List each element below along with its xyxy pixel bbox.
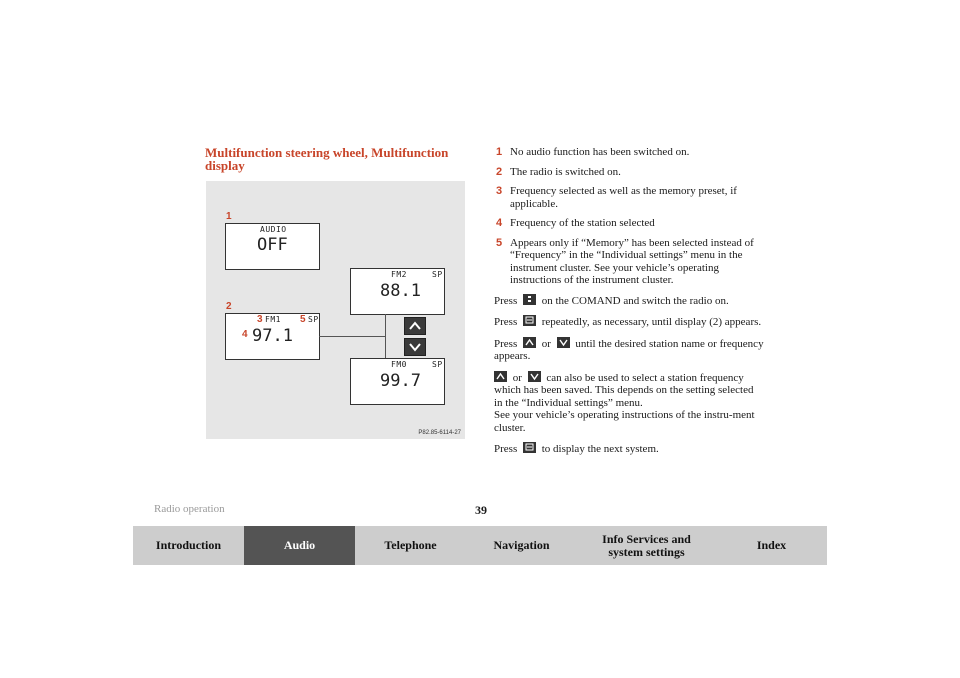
display-select-button-icon	[523, 315, 536, 326]
display-fm2-sp: SP	[432, 270, 443, 279]
instruction-text: Press	[494, 337, 518, 350]
section-footer: Radio operation	[154, 503, 225, 515]
instruction-paragraph	[494, 442, 764, 456]
display-audio-off	[225, 223, 320, 270]
connector-line	[319, 336, 385, 337]
radio-button-icon	[523, 294, 536, 305]
tab-introduction[interactable]: Introduction	[133, 526, 244, 565]
item-text: Frequency selected as well as the memory preset, if applicable.	[510, 185, 737, 210]
instruction-paragraph	[494, 294, 764, 308]
display-fm2	[350, 268, 445, 315]
item-text: No audio function has been switched on.	[510, 146, 690, 158]
up-button-icon	[494, 371, 507, 382]
down-button-icon	[557, 337, 570, 348]
display-fm1-label: FM1	[265, 315, 281, 324]
list-item	[494, 185, 764, 210]
instruction-paragraph	[494, 371, 764, 435]
display-fm1-value: 97.1	[252, 326, 293, 346]
display-fm1	[225, 313, 320, 360]
tab-info-services[interactable]: Info Services and system settings	[577, 526, 716, 565]
instruction-text: Press	[494, 443, 518, 455]
tab-index[interactable]: Index	[716, 526, 827, 565]
list-item	[494, 237, 764, 287]
instruction-text: repeatedly, as necessary, until display (2) appears.	[541, 316, 762, 328]
item-text: Frequency of the station selected	[510, 217, 655, 229]
display-audio-value: OFF	[257, 235, 288, 255]
page-number: 39	[475, 503, 487, 517]
list-item	[494, 217, 764, 230]
instruction-text: See your vehicle’s operating instructions of the instru-ment cluster.	[494, 409, 755, 434]
display-fm0-value: 99.7	[380, 371, 421, 391]
item-number: 4	[496, 217, 503, 229]
display-fm0	[350, 358, 445, 405]
item-number: 3	[496, 185, 503, 197]
instruction-text: can also be used to select a station frequency which has been saved. This depends on the setting selected in the “Individual settings” menu.	[494, 371, 754, 409]
tab-navigation[interactable]: Navigation	[466, 526, 577, 565]
display-fm2-label: FM2	[391, 270, 407, 279]
tab-audio[interactable]: Audio	[244, 526, 355, 565]
callout-4: 4	[242, 329, 248, 340]
down-button-icon	[404, 338, 426, 356]
item-text: Appears only if “Memory” has been selected instead of “Frequency” in the “Individual settings” menu in the instrument cluster. See your vehicle’s operating instructions of the instrument cluster.	[510, 236, 754, 286]
item-text: The radio is switched on.	[510, 165, 621, 178]
instruction-text: Press	[494, 316, 518, 328]
description-column	[494, 146, 764, 464]
display-illustration	[206, 181, 465, 439]
display-fm0-sp: SP	[432, 360, 443, 369]
display-select-button-icon	[523, 442, 536, 453]
instruction-text: until the desired station name or frequency appears.	[494, 337, 764, 362]
instruction-text: to display the next system.	[541, 443, 659, 455]
up-button-icon	[404, 317, 426, 335]
instruction-paragraph	[494, 337, 764, 363]
display-fm2-value: 88.1	[380, 281, 421, 301]
instruction-text: Press	[494, 294, 518, 307]
item-number: 2	[496, 165, 503, 178]
callout-3: 3	[257, 314, 263, 325]
up-button-icon	[523, 337, 536, 348]
callout-5: 5	[300, 314, 306, 325]
list-item	[494, 166, 764, 179]
display-fm1-sp: SP	[308, 315, 319, 324]
figure-code: P82.85-6114-27	[418, 430, 461, 436]
connector-line	[385, 314, 386, 358]
item-number: 1	[496, 146, 503, 158]
item-number: 5	[496, 236, 503, 249]
down-button-icon	[528, 371, 541, 382]
list-item	[494, 146, 764, 159]
instruction-text: on the COMAND and switch the radio on.	[541, 294, 729, 307]
section-heading: Multifunction steering wheel, Multifunction display	[205, 145, 449, 173]
instruction-text: or	[512, 371, 522, 384]
callout-1: 1	[226, 211, 232, 222]
tab-telephone[interactable]: Telephone	[355, 526, 466, 565]
instruction-paragraph	[494, 315, 764, 329]
instruction-text: or	[541, 337, 551, 350]
display-audio-label: AUDIO	[260, 225, 287, 234]
chapter-tab-bar	[133, 526, 827, 565]
callout-2: 2	[226, 301, 232, 312]
display-fm0-label: FM0	[391, 360, 407, 369]
